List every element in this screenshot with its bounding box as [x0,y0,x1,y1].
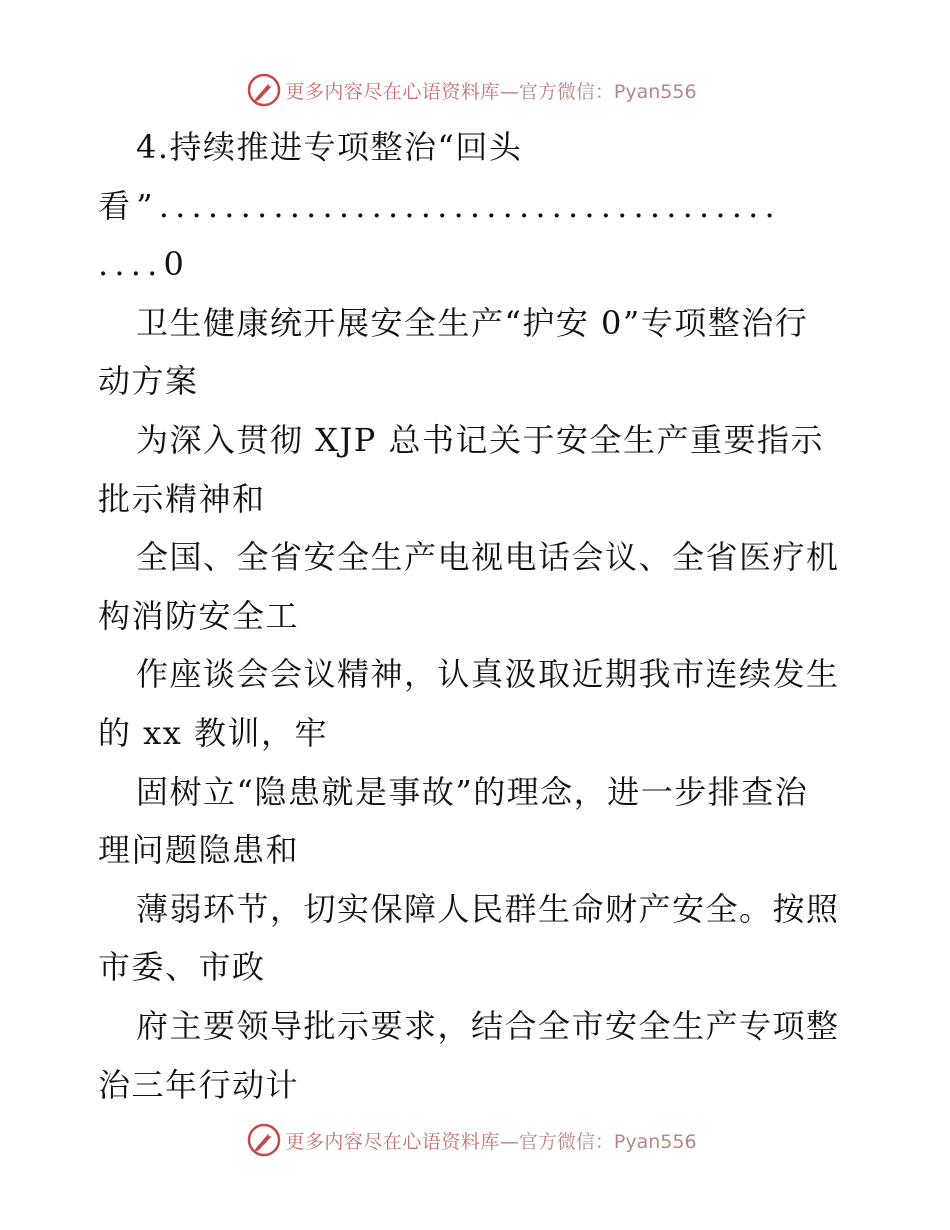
toc-entry-line-2: 看”...................................... [98,186,781,225]
paragraph-line: 府主要领导批示要求，结合全市安全生产专项整 [136,1006,840,1045]
quill-logo-icon [247,73,281,107]
toc-entry-line-1: 4.持续推进专项整治“回头 [136,128,523,166]
watermark-contact: —官方微信：Pyan556 [499,80,697,103]
paragraph-line: 薄弱环节，切实保障人民群生命财产安全。按照 [136,889,840,928]
paragraph-line: 全国、全省安全生产电视电话会议、全省医疗机 [136,538,840,577]
watermark-contact: —官方微信：Pyan556 [499,1130,697,1153]
watermark-text: 更多内容尽在心语资料库 [285,1130,500,1153]
paragraph-line: 批示精神和 [98,479,266,518]
doc-title-line-1: 卫生健康统开展安全生产“护安 0”专项整治行 [136,303,809,342]
watermark-banner-top [0,70,950,110]
paragraph-line: 市委、市政 [98,948,266,987]
watermark-text: 更多内容尽在心语资料库 [285,80,500,103]
quill-logo-icon [247,1123,281,1157]
paragraph-line: 固树立“隐患就是事故”的理念，进一步排查治 [136,772,809,811]
paragraph-line: 构消防安全工 [98,596,300,635]
paragraph-line: 的 xx 教训，牢 [98,713,328,752]
watermark-banner-bottom [0,1120,950,1160]
paragraph-line: 理问题隐患和 [98,831,300,870]
paragraph-line: 为深入贯彻 XJP 总书记关于安全生产重要指示 [136,420,824,459]
paragraph-line: 作座谈会会议精神，认真汲取近期我市连续发生 [136,655,840,694]
paragraph-line: 治三年行动计 [98,1065,300,1104]
doc-title-line-2: 动方案 [98,362,199,401]
toc-entry-line-3: ....0 [98,245,191,284]
document-body [98,118,858,1114]
